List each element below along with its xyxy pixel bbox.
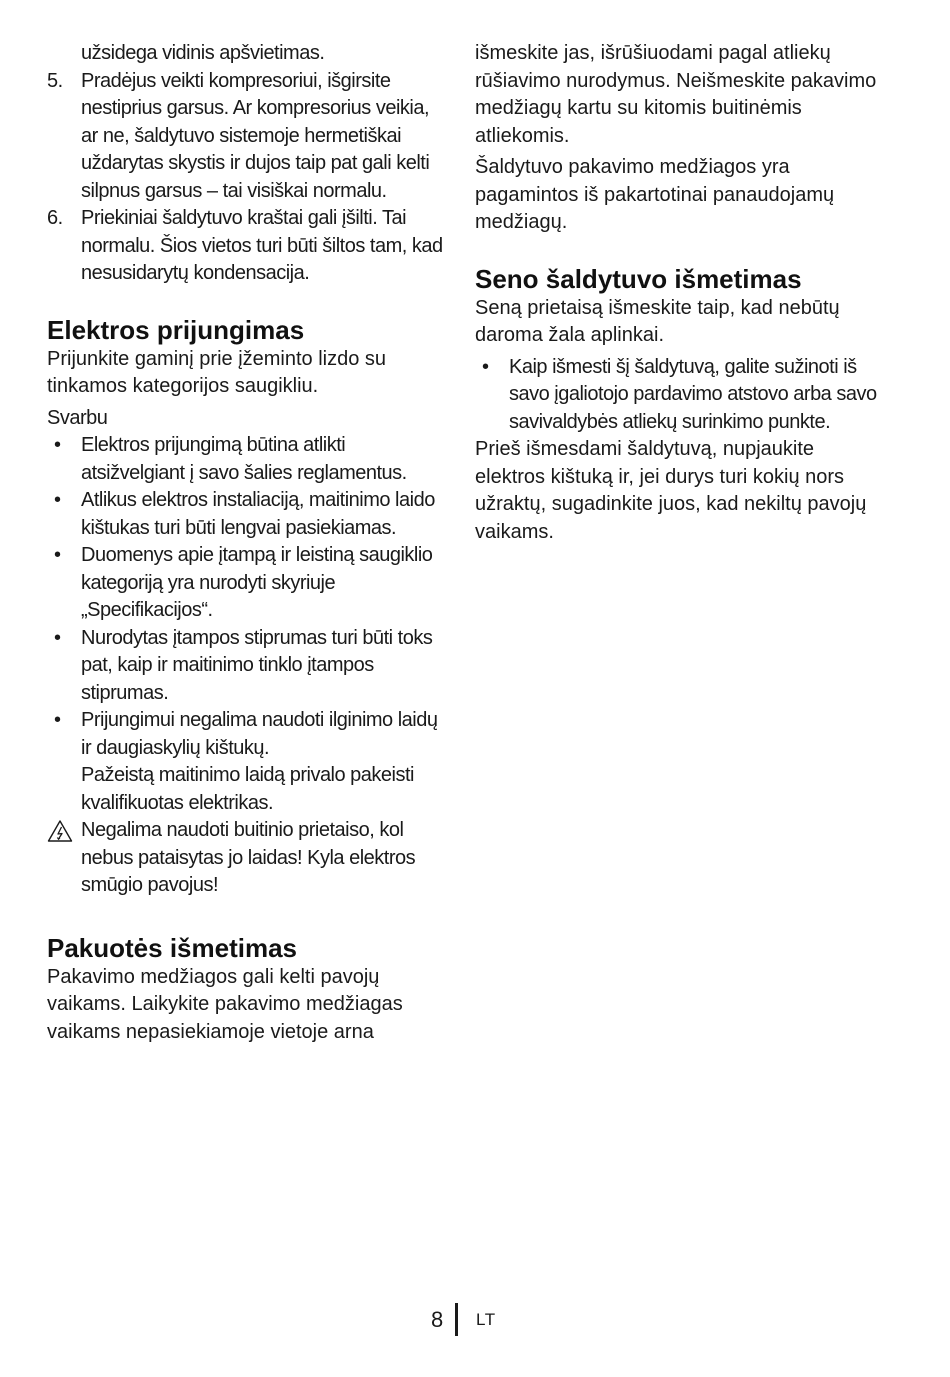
item-number: 6. <box>47 207 63 229</box>
bullet-icon: • <box>54 709 61 731</box>
intro-continuation: užsidega vidinis apšvietimas. <box>81 42 325 64</box>
bullet-text: Prijungimui negalima naudoti ilginimo laidų ir daugiaskylių kištukų. <box>81 709 438 759</box>
left-column <box>47 40 447 1050</box>
packaging-recyclable: Šaldytuvo pakavimo medžiagos yra pagamintos iš pakartotinai panaudojamų medžiagų. <box>475 156 835 233</box>
footer-divider <box>455 1303 458 1336</box>
elektros-intro: Prijunkite gaminį prie įžeminto lizdo su tinkamos kategorijos saugikliu. <box>47 347 387 397</box>
numbered-item-5 <box>47 68 447 206</box>
item-text: Pradėjus veikti kompresoriui, išgirsite nestiprius garsus. Ar kompresorius veikia, ar ne, šaldytuvo sistemoje hermetiškai uždarytas skystis ir dujos taip pat gali kelti silpnus garsus – tai visiškai normalu. <box>81 69 430 202</box>
seno-after: Prieš išmesdami šaldytuvą, nupjaukite elektros kištuką ir, jei durys turi kokių nors užraktų, sugadinkite juos, kad nekiltų pavojų vaikams. <box>475 438 867 543</box>
numbered-item-6 <box>47 205 447 288</box>
warning-text: Negalima naudoti buitinio prietaiso, kol nebus pataisytas jo laidas! Kyla elektros smūgio pavojus! <box>81 819 416 896</box>
pakuotes-text: Pakavimo medžiagos gali kelti pavojų vaikams. Laikykite pakavimo medžiagas vaikams nepasiekiamoje vietoje arna <box>47 965 403 1043</box>
warning-note <box>47 817 447 900</box>
bullet-text: Kaip išmesti šį šaldytuvą, galite sužinoti iš savo įgaliotojo pardavimo atstovo arba savo savivaldybės atliekų surinkimo punkte. <box>509 355 877 433</box>
item-text: Priekiniai šaldytuvo kraštai gali įšilti. Tai normalu. Šios vietos turi būti šiltos tam, kad nesusidarytų kondensacija. <box>81 207 443 284</box>
seno-intro: Seną prietaisą išmeskite taip, kad nebūtų daroma žala aplinkai. <box>475 296 840 346</box>
bullet-icon: • <box>482 355 489 378</box>
bullet-item <box>475 354 885 437</box>
section-heading-pakuotes: Pakuotės išmetimas <box>47 932 298 963</box>
right-column <box>475 40 885 550</box>
section-heading-elektros: Elektros prijungimas <box>47 314 305 345</box>
bullet-item <box>47 625 447 708</box>
bullet-item <box>47 432 447 487</box>
language-code: LT <box>476 1310 496 1329</box>
bullet-item <box>47 487 447 542</box>
bullet-item <box>47 542 447 625</box>
bullet-text: Elektros prijungimą būtina atlikti atsižvelgiant į savo šalies reglamentus. <box>81 434 407 484</box>
bullet-icon: • <box>54 434 61 456</box>
cord-replacement-note: Pažeistą maitinimo laidą privalo pakeisti kvalifikuotas elektrikas. <box>81 764 414 814</box>
section-heading-seno: Seno šaldytuvo išmetimas <box>475 263 802 294</box>
bullet-text: Duomenys apie įtampą ir leistiną saugiklio kategoriją yra nurodyti skyriuje „Specifikacijos“. <box>81 544 433 621</box>
bullet-item <box>47 707 447 762</box>
bullet-text: Nurodytas įtampos stiprumas turi būti toks pat, kaip ir maitinimo tinklo įtampos stiprumas. <box>81 626 433 704</box>
item-number: 5. <box>47 69 63 92</box>
bullet-icon: • <box>54 544 61 566</box>
important-label: Svarbu <box>47 406 108 429</box>
page-footer <box>0 1303 950 1337</box>
bullet-text: Atlikus elektros instaliaciją, maitinimo laido kištukas turi būti lengvai pasiekiamas. <box>81 489 435 539</box>
bullet-icon: • <box>54 626 61 649</box>
electric-warning-icon <box>47 819 73 843</box>
page-number: 8 <box>431 1307 444 1332</box>
packaging-continuation: išmeskite jas, išrūšiuodami pagal atliekų rūšiavimo nurodymus. Neišmeskite pakavimo medžiagų kartu su kitomis buitinėmis atliekomis. <box>475 42 877 147</box>
bullet-icon: • <box>54 489 61 511</box>
